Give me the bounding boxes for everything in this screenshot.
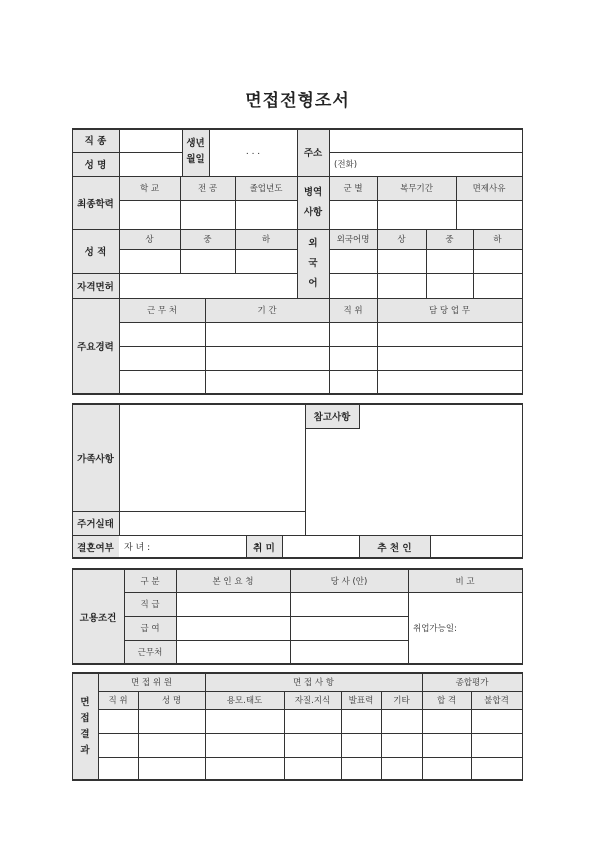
col-pass: 합 격 xyxy=(436,696,457,706)
interview-result-field[interactable] xyxy=(139,758,204,780)
career-field[interactable] xyxy=(120,323,204,345)
self-request-field[interactable] xyxy=(177,641,289,663)
col-appearance: 용모.태도 xyxy=(226,696,263,706)
language-field[interactable] xyxy=(378,250,425,272)
col-self-request: 본 인 요 청 xyxy=(212,576,254,587)
interview-result-field[interactable] xyxy=(472,734,521,756)
name-field[interactable] xyxy=(120,153,181,175)
interview-result-field[interactable] xyxy=(139,734,204,756)
col-category: 구 분 xyxy=(140,576,160,587)
group-interview-items: 면 접 사 항 xyxy=(293,678,334,688)
interview-result-field[interactable] xyxy=(206,734,283,756)
note-field[interactable] xyxy=(306,429,521,534)
language-field[interactable] xyxy=(474,274,521,297)
group-interviewers: 면 접 위 원 xyxy=(131,678,172,688)
interview-result-field[interactable] xyxy=(342,734,380,756)
career-field[interactable] xyxy=(206,323,328,345)
education-label: 최종학력 xyxy=(77,198,114,210)
col-major: 전 공 xyxy=(197,184,218,194)
interview-result-field[interactable] xyxy=(342,758,380,780)
col-remarks: 비 고 xyxy=(455,576,475,587)
birth-date-label: 생년 월일 xyxy=(186,138,205,165)
col-grade-high: 상 xyxy=(145,235,154,245)
recommender-label: 추 천 인 xyxy=(377,542,412,554)
education-field[interactable] xyxy=(236,201,296,228)
job-type-field[interactable] xyxy=(120,129,181,151)
language-field[interactable] xyxy=(427,274,472,297)
interview-result-field[interactable] xyxy=(206,710,283,732)
rule-line xyxy=(359,404,360,429)
job-type-label: 직 종 xyxy=(84,136,107,147)
address-field[interactable] xyxy=(330,129,521,151)
interview-result-field[interactable] xyxy=(99,758,137,780)
military-field[interactable] xyxy=(457,201,521,228)
col-grad-year: 졸업년도 xyxy=(249,184,283,194)
language-field[interactable] xyxy=(330,274,376,297)
family-label: 가족사항 xyxy=(77,453,114,465)
interview-result-field[interactable] xyxy=(423,734,470,756)
military-field[interactable] xyxy=(378,201,455,228)
children-field[interactable] xyxy=(171,536,245,557)
language-field[interactable] xyxy=(330,250,376,272)
interview-result-field[interactable] xyxy=(382,734,421,756)
career-field[interactable] xyxy=(330,347,376,369)
interview-result-field[interactable] xyxy=(285,734,340,756)
career-field[interactable] xyxy=(120,371,204,393)
col-period: 기 간 xyxy=(257,306,277,316)
group-overall-eval: 종합평가 xyxy=(455,678,489,688)
grade-field[interactable] xyxy=(236,250,296,272)
recommender-field[interactable] xyxy=(431,536,521,557)
interview-result-field[interactable] xyxy=(99,710,137,732)
grade-field[interactable] xyxy=(181,250,234,272)
language-field[interactable] xyxy=(427,250,472,272)
marriage-label: 결혼여부 xyxy=(77,542,114,554)
interview-result-field[interactable] xyxy=(285,710,340,732)
name-label: 성 명 xyxy=(84,160,107,171)
career-field[interactable] xyxy=(330,323,376,345)
row-workplace: 근무처 xyxy=(137,648,163,658)
rule-line xyxy=(522,568,523,665)
employment-terms-label: 고용조건 xyxy=(79,612,117,624)
rule-line xyxy=(522,672,523,781)
col-school: 학 교 xyxy=(139,184,160,194)
interview-result-field[interactable] xyxy=(423,758,470,780)
col-grade-low: 하 xyxy=(261,235,271,245)
interview-result-label: 면 접 결 과 xyxy=(80,696,90,756)
phone-field[interactable] xyxy=(330,153,521,175)
education-field[interactable] xyxy=(181,201,234,228)
interview-result-field[interactable] xyxy=(342,710,380,732)
license-field[interactable] xyxy=(120,274,296,297)
grade-field[interactable] xyxy=(120,250,179,272)
note-label: 참고사항 xyxy=(313,412,351,423)
military-field[interactable] xyxy=(330,201,376,228)
col-company-offer: 당 사 (안) xyxy=(330,576,368,587)
career-field[interactable] xyxy=(378,371,521,393)
address-label: 주소 xyxy=(303,148,323,159)
col-fail: 불합격 xyxy=(484,696,509,706)
col-exemption: 면제사유 xyxy=(472,184,506,194)
company-offer-field[interactable] xyxy=(291,641,407,663)
row-rank: 직 급 xyxy=(140,600,160,610)
children-label: 자 녀 : xyxy=(124,543,151,553)
col-lang-low: 하 xyxy=(493,235,502,245)
career-label: 주요경력 xyxy=(77,342,114,353)
col-grade-mid: 중 xyxy=(203,235,212,245)
col-language-name: 외국어명 xyxy=(336,235,370,245)
available-date-label: 취업가능일: xyxy=(413,624,457,634)
career-field[interactable] xyxy=(120,347,204,369)
page-title: 면접전형조서 xyxy=(245,91,350,111)
interview-result-field[interactable] xyxy=(382,710,421,732)
residence-label: 주거실태 xyxy=(77,519,114,530)
row-salary: 급 여 xyxy=(140,624,160,634)
col-other: 기타 xyxy=(393,696,410,706)
interview-result-field[interactable] xyxy=(472,710,521,732)
hobby-field[interactable] xyxy=(283,536,358,557)
language-field[interactable] xyxy=(474,250,521,272)
education-field[interactable] xyxy=(120,201,179,228)
interview-result-field[interactable] xyxy=(285,758,340,780)
col-position: 직 위 xyxy=(108,696,128,706)
interview-result-field[interactable] xyxy=(423,710,470,732)
self-request-field[interactable] xyxy=(177,593,289,615)
company-offer-field[interactable] xyxy=(291,593,407,615)
interview-result-field[interactable] xyxy=(206,758,283,780)
col-workplace: 근 무 처 xyxy=(146,306,178,316)
hobby-label: 취 미 xyxy=(253,542,275,554)
career-field[interactable] xyxy=(330,371,376,393)
col-qualification: 자질.지식 xyxy=(294,696,331,706)
self-request-field[interactable] xyxy=(177,617,289,639)
interview-result-field[interactable] xyxy=(139,710,204,732)
military-label: 병역 사항 xyxy=(303,186,323,218)
interview-result-field[interactable] xyxy=(382,758,421,780)
birth-date-value: . . . xyxy=(245,147,261,157)
career-field[interactable] xyxy=(206,371,328,393)
phone-label: (전화) xyxy=(334,160,358,170)
col-presentation: 발표력 xyxy=(348,696,374,706)
license-label: 자격면허 xyxy=(77,281,114,293)
family-field[interactable] xyxy=(120,405,304,510)
col-duties: 담 당 업 무 xyxy=(429,306,470,316)
language-field[interactable] xyxy=(378,274,425,297)
interview-result-field[interactable] xyxy=(99,734,137,756)
col-position: 직 위 xyxy=(343,306,363,316)
col-branch: 군 별 xyxy=(343,184,363,194)
border-line xyxy=(72,393,523,395)
foreign-language-label: 외 국 어 xyxy=(308,237,318,289)
company-offer-field[interactable] xyxy=(291,617,407,639)
career-field[interactable] xyxy=(378,323,521,345)
career-field[interactable] xyxy=(206,347,328,369)
col-lang-high: 상 xyxy=(397,235,406,245)
col-name: 성 명 xyxy=(161,696,182,706)
interview-result-field[interactable] xyxy=(472,758,521,780)
col-lang-mid: 중 xyxy=(445,235,454,245)
col-service-period: 복무기간 xyxy=(400,184,433,194)
career-field[interactable] xyxy=(378,347,521,369)
residence-field[interactable] xyxy=(120,512,304,534)
grade-label: 성 적 xyxy=(84,247,107,258)
rule-line xyxy=(522,128,523,395)
